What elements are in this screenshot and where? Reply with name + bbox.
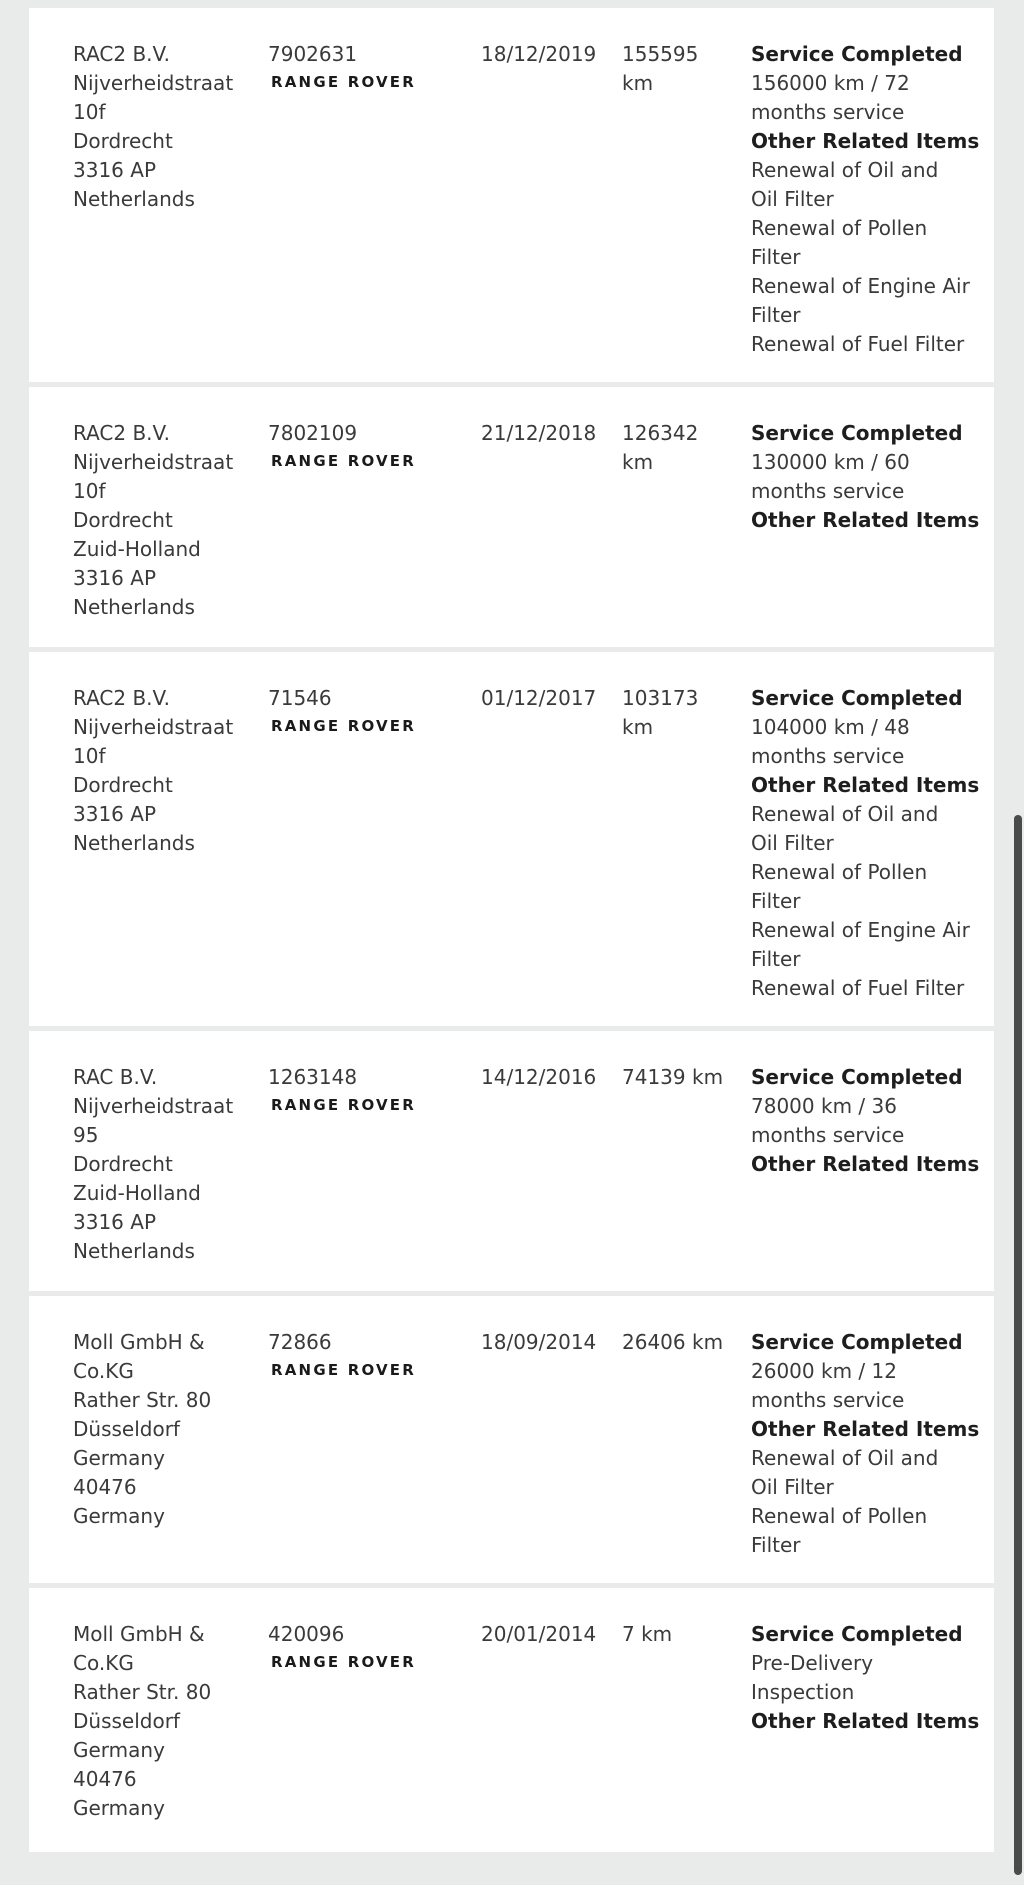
- address-line: Nijverheidstraat: [73, 715, 234, 739]
- mileage: [622, 40, 742, 98]
- range-rover-logo: RANGE ROVER: [271, 452, 416, 470]
- address-line: Germany: [73, 1504, 165, 1528]
- date-value: 01/12/2017: [481, 686, 597, 710]
- range-rover-logo: RANGE ROVER: [271, 73, 416, 91]
- mileage: [622, 1063, 742, 1092]
- address-line: 3316 AP: [73, 802, 156, 826]
- mileage: [622, 1328, 742, 1357]
- service-description: months service: [751, 1123, 905, 1147]
- service-date: [481, 1328, 611, 1357]
- address-line: Nijverheidstraat: [73, 1094, 234, 1118]
- other-related-items-heading: Other Related Items: [751, 508, 980, 532]
- date-value: 21/12/2018: [481, 421, 597, 445]
- related-item: Filter: [751, 303, 801, 327]
- address-line: Nijverheidstraat: [73, 450, 234, 474]
- address-line: Netherlands: [73, 595, 195, 619]
- address-line: Netherlands: [73, 831, 195, 855]
- address-line: 3316 AP: [73, 566, 156, 590]
- range-rover-logo: RANGE ROVER: [271, 717, 416, 735]
- address-line: RAC2 B.V.: [73, 42, 171, 66]
- other-related-items-heading: Other Related Items: [751, 1417, 980, 1441]
- other-related-items-heading: Other Related Items: [751, 129, 980, 153]
- service-date: [481, 419, 611, 448]
- dealer-address: [73, 40, 243, 214]
- address-line: 40476: [73, 1475, 137, 1499]
- service-date: [481, 1620, 611, 1649]
- service-record: [29, 387, 994, 647]
- address-line: Düsseldorf: [73, 1417, 180, 1441]
- reference-number: 72866: [268, 1330, 332, 1354]
- scrollbar-thumb[interactable]: [1014, 815, 1022, 1875]
- mileage-value: 26406 km: [622, 1330, 724, 1354]
- range-rover-logo: RANGE ROVER: [271, 1653, 416, 1671]
- service-details: [751, 40, 983, 359]
- vehicle-reference: [268, 1328, 468, 1382]
- address-line: 10f: [73, 100, 106, 124]
- service-details: [751, 684, 983, 1003]
- scrollbar[interactable]: [1000, 0, 1024, 1885]
- address-line: RAC B.V.: [73, 1065, 158, 1089]
- service-date: [481, 40, 611, 69]
- range-rover-logo: RANGE ROVER: [271, 1096, 416, 1114]
- service-description: 26000 km / 12: [751, 1359, 897, 1383]
- related-item: Renewal of Oil and: [751, 802, 939, 826]
- mileage: [622, 1620, 742, 1649]
- dealer-address: [73, 1063, 243, 1266]
- service-completed-heading: Service Completed: [751, 1622, 963, 1646]
- address-line: 10f: [73, 744, 106, 768]
- service-details: [751, 1328, 983, 1560]
- service-completed-heading: Service Completed: [751, 42, 963, 66]
- service-record: [29, 1296, 994, 1583]
- reference-number: 1263148: [268, 1065, 358, 1089]
- address-line: Netherlands: [73, 187, 195, 211]
- related-item: Filter: [751, 889, 801, 913]
- address-line: Zuid-Holland: [73, 537, 201, 561]
- related-item: Renewal of Fuel Filter: [751, 332, 965, 356]
- related-item: Oil Filter: [751, 831, 834, 855]
- address-line: Germany: [73, 1446, 165, 1470]
- address-line: Zuid-Holland: [73, 1181, 201, 1205]
- related-item: Renewal of Pollen: [751, 1504, 928, 1528]
- address-line: Rather Str. 80: [73, 1680, 212, 1704]
- service-history-list: [29, 8, 994, 1857]
- service-record: [29, 652, 994, 1026]
- related-item: Oil Filter: [751, 1475, 834, 1499]
- address-line: Germany: [73, 1738, 165, 1762]
- mileage: [622, 419, 742, 477]
- mileage-value: 7 km: [622, 1622, 673, 1646]
- related-item: Renewal of Engine Air: [751, 274, 970, 298]
- service-description: Inspection: [751, 1680, 855, 1704]
- mileage-value: km: [622, 450, 654, 474]
- mileage-value: km: [622, 71, 654, 95]
- address-line: RAC2 B.V.: [73, 421, 171, 445]
- vehicle-reference: [268, 1063, 468, 1117]
- related-item: Renewal of Pollen: [751, 860, 928, 884]
- vehicle-reference: [268, 40, 468, 94]
- service-description: 156000 km / 72: [751, 71, 910, 95]
- range-rover-logo: RANGE ROVER: [271, 1361, 416, 1379]
- mileage-value: 74139 km: [622, 1065, 724, 1089]
- other-related-items-heading: Other Related Items: [751, 1152, 980, 1176]
- reference-number: 420096: [268, 1622, 345, 1646]
- service-description: 104000 km / 48: [751, 715, 910, 739]
- service-details: [751, 419, 983, 535]
- related-item: Renewal of Engine Air: [751, 918, 970, 942]
- service-details: [751, 1620, 983, 1736]
- date-value: 18/09/2014: [481, 1330, 597, 1354]
- service-date: [481, 684, 611, 713]
- address-line: Dordrecht: [73, 129, 173, 153]
- related-item: Filter: [751, 1533, 801, 1557]
- reference-number: 7902631: [268, 42, 358, 66]
- dealer-address: [73, 1620, 243, 1823]
- address-line: Nijverheidstraat: [73, 71, 234, 95]
- address-line: 95: [73, 1123, 99, 1147]
- service-date: [481, 1063, 611, 1092]
- address-line: 10f: [73, 479, 106, 503]
- service-description: 130000 km / 60: [751, 450, 910, 474]
- address-line: Dordrecht: [73, 508, 173, 532]
- vehicle-reference: [268, 684, 468, 738]
- service-record: [29, 8, 994, 382]
- other-related-items-heading: Other Related Items: [751, 1709, 980, 1733]
- reference-number: 71546: [268, 686, 332, 710]
- address-line: Dordrecht: [73, 773, 173, 797]
- date-value: 20/01/2014: [481, 1622, 597, 1646]
- mileage-value: 126342: [622, 421, 699, 445]
- address-line: Co.KG: [73, 1651, 134, 1675]
- reference-number: 7802109: [268, 421, 358, 445]
- service-record: [29, 1031, 994, 1291]
- service-details: [751, 1063, 983, 1179]
- service-description: months service: [751, 1388, 905, 1412]
- service-completed-heading: Service Completed: [751, 421, 963, 445]
- address-line: Co.KG: [73, 1359, 134, 1383]
- address-line: 3316 AP: [73, 1210, 156, 1234]
- service-completed-heading: Service Completed: [751, 1065, 963, 1089]
- address-line: Rather Str. 80: [73, 1388, 212, 1412]
- service-description: Pre-Delivery: [751, 1651, 874, 1675]
- service-record: [29, 1588, 994, 1852]
- vehicle-reference: [268, 1620, 468, 1674]
- service-description: months service: [751, 100, 905, 124]
- related-item: Renewal of Oil and: [751, 158, 939, 182]
- address-line: 3316 AP: [73, 158, 156, 182]
- address-line: Düsseldorf: [73, 1709, 180, 1733]
- related-item: Renewal of Fuel Filter: [751, 976, 965, 1000]
- other-related-items-heading: Other Related Items: [751, 773, 980, 797]
- mileage-value: 103173: [622, 686, 699, 710]
- service-description: months service: [751, 744, 905, 768]
- address-line: RAC2 B.V.: [73, 686, 171, 710]
- address-line: Moll GmbH &: [73, 1622, 205, 1646]
- related-item: Oil Filter: [751, 187, 834, 211]
- mileage-value: km: [622, 715, 654, 739]
- date-value: 18/12/2019: [481, 42, 597, 66]
- related-item: Filter: [751, 947, 801, 971]
- service-completed-heading: Service Completed: [751, 686, 963, 710]
- address-line: 40476: [73, 1767, 137, 1791]
- dealer-address: [73, 684, 243, 858]
- dealer-address: [73, 1328, 243, 1531]
- vehicle-reference: [268, 419, 468, 473]
- related-item: Filter: [751, 245, 801, 269]
- address-line: Germany: [73, 1796, 165, 1820]
- address-line: Moll GmbH &: [73, 1330, 205, 1354]
- related-item: Renewal of Pollen: [751, 216, 928, 240]
- mileage: [622, 684, 742, 742]
- mileage-value: 155595: [622, 42, 699, 66]
- service-completed-heading: Service Completed: [751, 1330, 963, 1354]
- address-line: Netherlands: [73, 1239, 195, 1263]
- related-item: Renewal of Oil and: [751, 1446, 939, 1470]
- dealer-address: [73, 419, 243, 622]
- service-description: months service: [751, 479, 905, 503]
- address-line: Dordrecht: [73, 1152, 173, 1176]
- date-value: 14/12/2016: [481, 1065, 597, 1089]
- service-description: 78000 km / 36: [751, 1094, 897, 1118]
